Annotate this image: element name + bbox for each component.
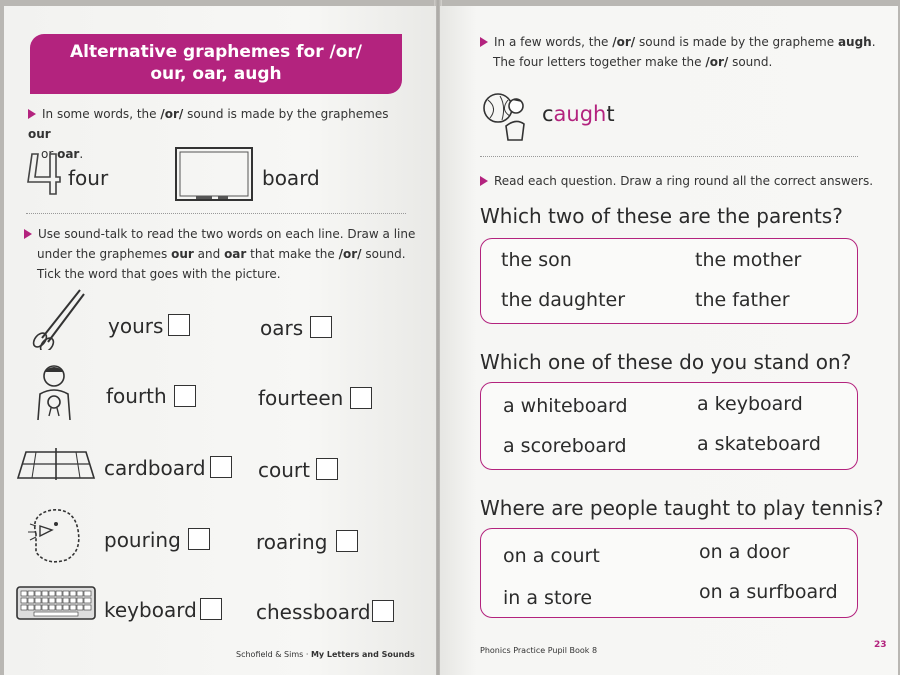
row5-word1: keyboard <box>104 598 197 622</box>
question-2: Which one of these do you stand on? <box>480 350 852 374</box>
q3-answer-2[interactable]: on a door <box>699 541 790 563</box>
row4-tick-box-1[interactable] <box>188 528 210 550</box>
row1-tick-box-2[interactable] <box>310 316 332 338</box>
answer-box-1 <box>480 238 858 324</box>
row5-word2: chessboard <box>256 600 371 624</box>
row1-tick-box-1[interactable] <box>168 314 190 336</box>
banner-line-1: Alternative graphemes for /or/ <box>69 42 363 62</box>
q1-answer-3[interactable]: the daughter <box>501 289 626 311</box>
q2-answer-3[interactable]: a scoreboard <box>503 435 627 457</box>
q3-answer-1[interactable]: on a court <box>503 545 600 567</box>
bullet-triangle-icon <box>24 229 32 239</box>
q2-answer-2[interactable]: a keyboard <box>697 393 803 415</box>
whiteboard-icon <box>174 146 254 208</box>
question-1: Which two of these are the parents? <box>480 204 843 228</box>
row2-word2: fourteen <box>258 386 344 410</box>
row4-word1: pouring <box>104 528 181 552</box>
answer-box-2 <box>480 382 858 470</box>
row3-tick-box-2[interactable] <box>316 458 338 480</box>
row2-tick-box-2[interactable] <box>350 387 372 409</box>
divider <box>26 213 406 214</box>
child-catching-ball-icon <box>480 90 528 146</box>
row4-tick-box-2[interactable] <box>336 530 358 552</box>
row4-word2: roaring <box>256 530 328 554</box>
bullet-triangle-icon <box>28 109 36 119</box>
instruction-sound-talk: Use sound-talk to read the two words on each line. Draw a line under the graphemes our and oar that make the /or/ sound. Tick the word that goes with the picture. <box>24 224 416 284</box>
boy-with-rosette-icon <box>32 362 78 426</box>
title-banner <box>30 34 402 94</box>
tennis-court-icon <box>16 444 96 488</box>
row2-tick-box-1[interactable] <box>174 385 196 407</box>
row3-word2: court <box>258 458 310 482</box>
divider <box>480 156 858 157</box>
number-four-icon <box>26 152 62 202</box>
left-footer: Schofield & Sims · My Letters and Sounds <box>236 650 415 659</box>
keyboard-icon <box>16 586 96 624</box>
answer-box-3 <box>480 528 858 618</box>
row2-word1: fourth <box>106 384 167 408</box>
right-page <box>440 6 898 675</box>
page-number: 23 <box>874 640 887 650</box>
question-3: Where are people taught to play tennis? <box>480 496 884 520</box>
bullet-triangle-icon <box>480 37 488 47</box>
q3-answer-3[interactable]: in a store <box>503 587 593 609</box>
row1-word2: oars <box>260 316 304 340</box>
row1-word1: yours <box>108 314 164 338</box>
row3-tick-box-1[interactable] <box>210 456 232 478</box>
oars-icon <box>30 288 86 354</box>
row5-tick-box-1[interactable] <box>200 598 222 620</box>
instruction-read-questions: Read each question. Draw a ring round all the correct answers. <box>480 171 890 191</box>
row3-word1: cardboard <box>104 456 206 480</box>
instruction-augh: In a few words, the /or/ sound is made by the grapheme augh. The four letters together make the /or/ sound. <box>480 32 890 72</box>
q1-answer-4[interactable]: the father <box>695 289 790 311</box>
row5-tick-box-2[interactable] <box>372 600 394 622</box>
example-word-caught: caught <box>542 102 615 126</box>
q3-answer-4[interactable]: on a surfboard <box>699 581 838 603</box>
left-page <box>4 6 436 675</box>
instruction-graphemes: In some words, the /or/ sound is made by the graphemes our or oar. <box>28 107 389 161</box>
q2-answer-4[interactable]: a skateboard <box>697 433 821 455</box>
right-footer-title: Phonics Practice Pupil Book 8 <box>480 646 598 655</box>
bullet-triangle-icon <box>480 176 488 186</box>
q2-answer-1[interactable]: a whiteboard <box>503 395 628 417</box>
roaring-lion-icon <box>26 504 82 570</box>
q1-answer-1[interactable]: the son <box>501 249 572 271</box>
banner-line-2: our, oar, augh <box>150 64 282 84</box>
example-word-board: board <box>262 166 320 190</box>
q1-answer-2[interactable]: the mother <box>695 249 802 271</box>
example-word-four: four <box>68 166 109 190</box>
